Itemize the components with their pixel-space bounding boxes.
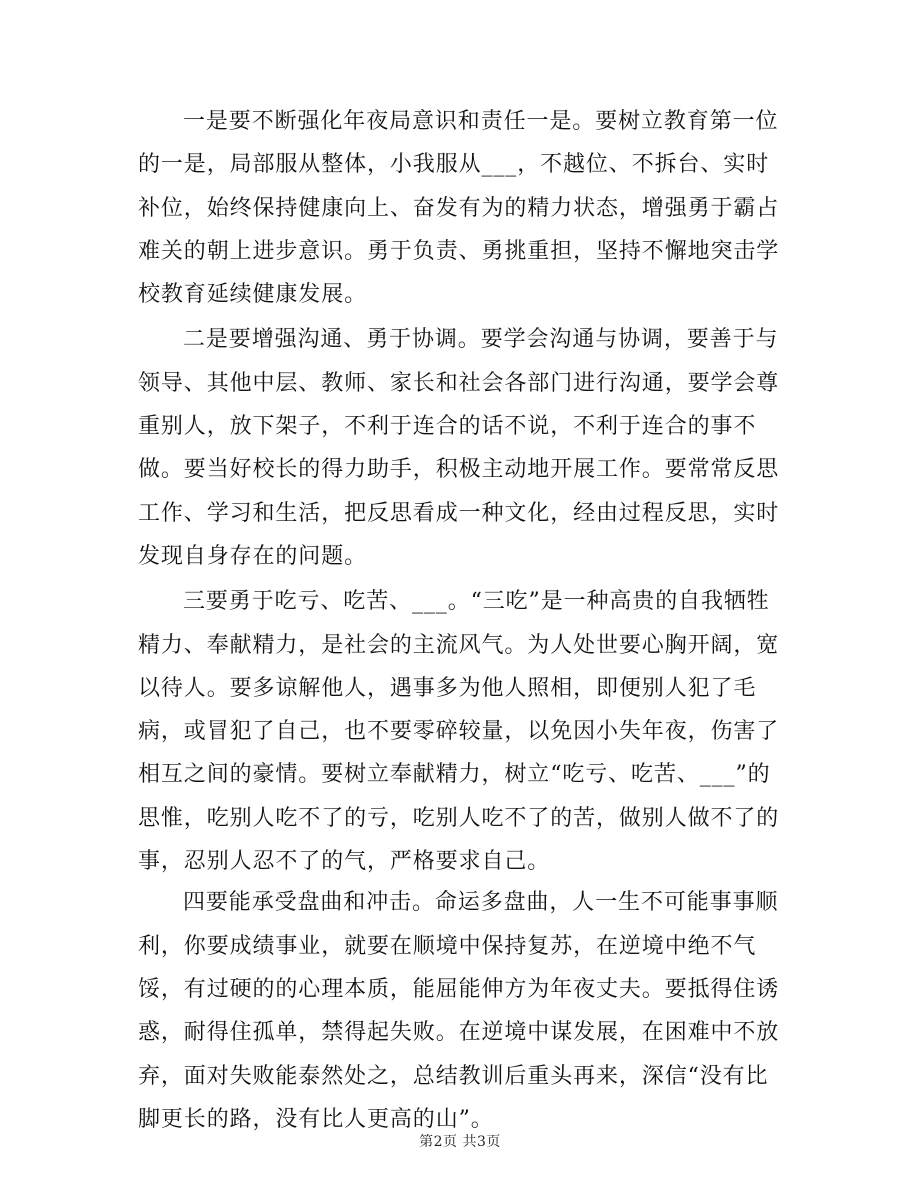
document-body [138,100,788,1143]
page-number-footer: 第2页 共3页 [419,1134,501,1150]
paragraph-4: 四要能承受盘曲和冲击。命运多盘曲，人一生不可能事事顺利，你要成绩事业，就要在顺境中保持复苏，在逆境中绝不气馁，有过硬的的心理本质，能屈能伸方为年夜丈夫。要抵得住诱惑，耐得住孤单，禁得起失败。在逆境中谋发展，在困难中不放弃，面对失败能泰然处之，总结教训后重头再来，深信“没有比脚更长的路，没有比人更高的山”。 [138,890,780,1132]
paragraph-2: 二是要增强沟通、勇于协调。要学会沟通与协调，要善于与领导、其他中层、教师、家长和社会各部门进行沟通，要学会尊重别人，放下架子，不利于连合的话不说，不利于连合的事不做。要当好校长的得力助手，积极主动地开展工作。要常常反思工作、学习和生活，把反思看成一种文化，经由过程反思，实时发现自身存在的问题。 [138,327,780,569]
paragraph-3: 三要勇于吃亏、吃苦、___。“三吃”是一种高贵的自我牺牲精力、奉献精力，是社会的主流风气。为人处世要心胸开阔，宽以待人。要多谅解他人，遇事多为他人照相，即便别人犯了毛病，或冒犯了自己，也不要零碎较量，以免因小失年夜，伤害了相互之间的豪情。要树立奉献精力，树立“吃亏、吃苦、___”的思惟，吃别人吃不了的亏，吃别人吃不了的苦，做别人做不了的事，忍别人忍不了的气，严格要求自己。 [138,589,780,875]
paragraph-1: 一是要不断强化年夜局意识和责任一是。要树立教育第一位的一是，局部服从整体，小我服从___，不越位、不拆台、实时补位，始终保持健康向上、奋发有为的精力状态，增强勇于霸占难关的朝上进步意识。勇于负责、勇挑重担，坚持不懈地突击学校教育延续健康发展。 [138,109,780,308]
